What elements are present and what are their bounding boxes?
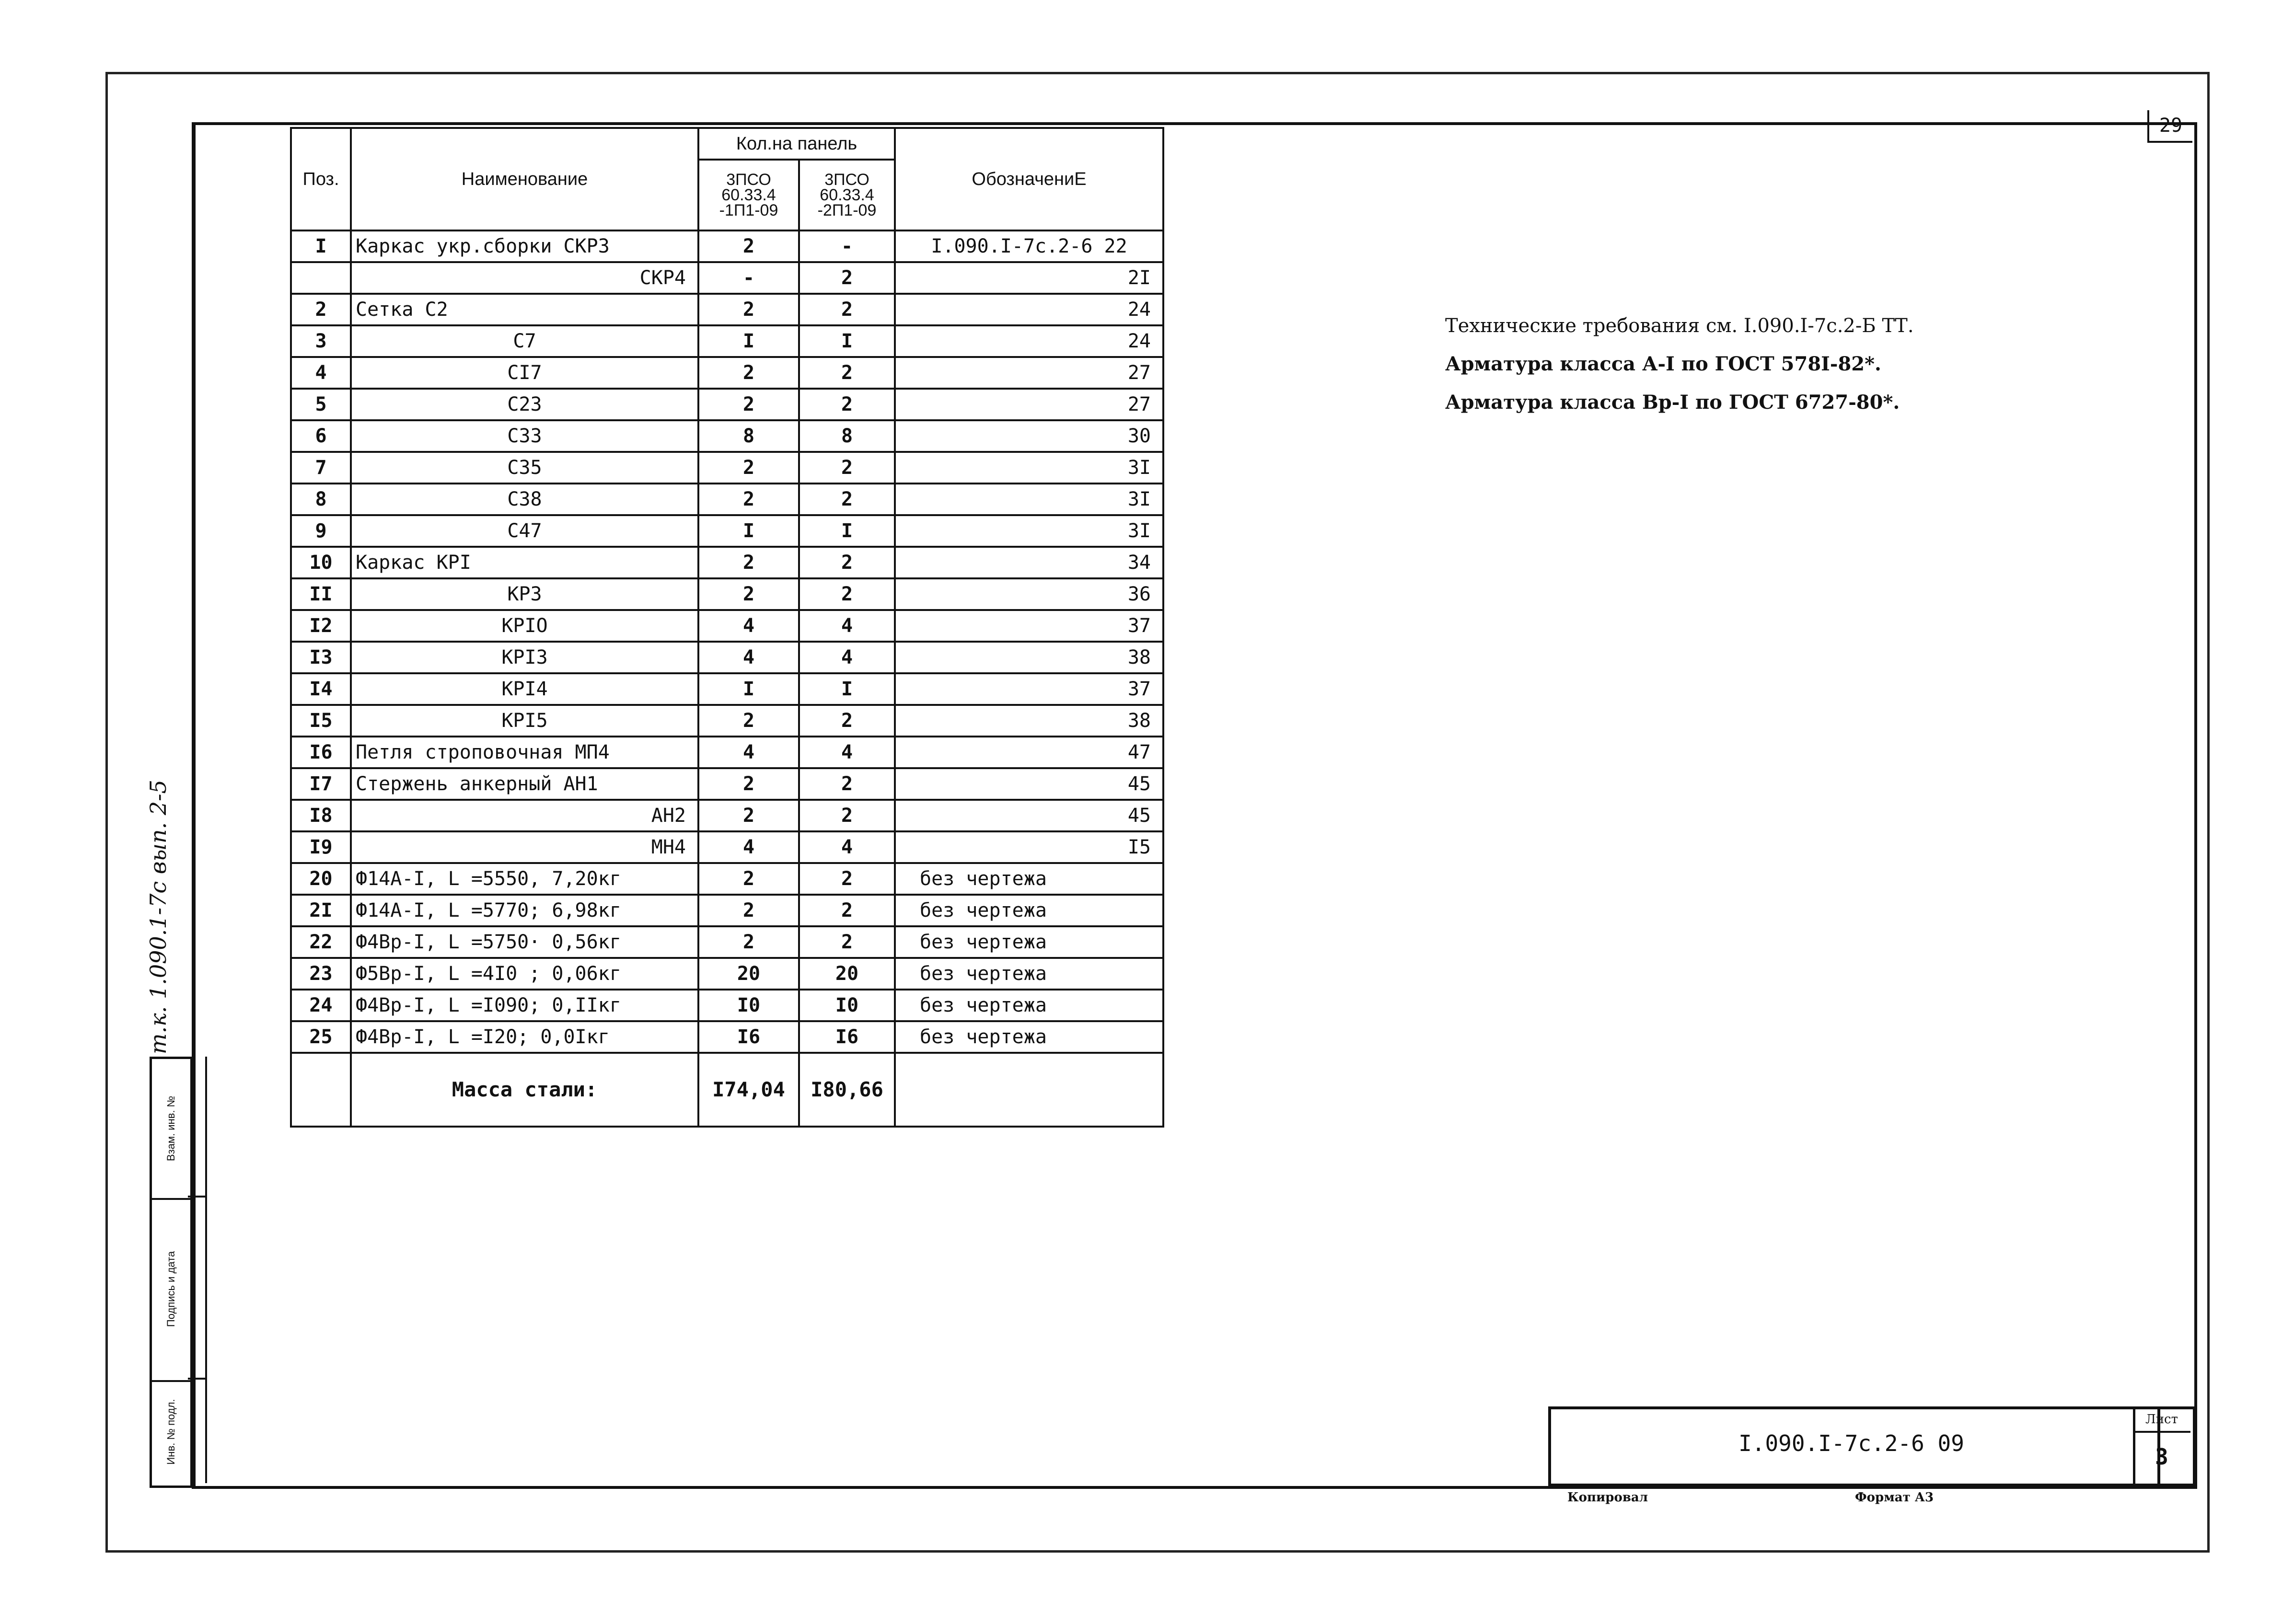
- note-rebar-vr1: Арматура класса Вр-I по ГОСТ 6727-80*.: [1445, 391, 1900, 414]
- table-row: [291, 452, 1163, 484]
- table-row: [291, 357, 1163, 389]
- mass-designation: [895, 1053, 1163, 1127]
- table-row: [291, 294, 1163, 325]
- row-qty-1: I: [698, 325, 799, 357]
- row-qty-1: 4: [698, 610, 799, 642]
- row-designation: 30: [895, 420, 1163, 452]
- row-qty-1: I6: [698, 1021, 799, 1053]
- row-qty-2: I0: [799, 990, 895, 1021]
- row-qty-2: 2: [799, 452, 895, 484]
- row-qty-2: 2: [799, 800, 895, 831]
- row-pos: I2: [291, 610, 351, 642]
- table-row: [291, 958, 1163, 990]
- note-requirements: Технические требования см. I.090.I-7с.2-Б ТТ.: [1445, 315, 1914, 337]
- table-row: [291, 1021, 1163, 1053]
- row-designation: 47: [895, 737, 1163, 768]
- row-qty-2: 20: [799, 958, 895, 990]
- header-qty-col1: 3ПСО 60.33.4 -1П1-09: [698, 160, 799, 230]
- stamp-label-replace: Взам. инв. №: [165, 1095, 177, 1162]
- header-pos: Поз.: [291, 128, 351, 230]
- row-qty-1: 4: [698, 642, 799, 673]
- row-qty-1: 2: [698, 800, 799, 831]
- row-qty-1: 8: [698, 420, 799, 452]
- stamp-cell-replace: [152, 1059, 190, 1200]
- row-name: Каркас укр.сборки СКР3: [351, 230, 698, 262]
- row-name: Петля строповочная МП4: [351, 737, 698, 768]
- row-name: Сетка С2: [351, 294, 698, 325]
- row-qty-1: I: [698, 515, 799, 547]
- table-row: [291, 895, 1163, 926]
- row-designation: 2I: [895, 262, 1163, 294]
- row-pos: [291, 262, 351, 294]
- stamp-cell-signature: [152, 1198, 190, 1382]
- row-qty-2: I: [799, 515, 895, 547]
- table-row: [291, 262, 1163, 294]
- row-qty-1: 2: [698, 768, 799, 800]
- row-designation: 27: [895, 389, 1163, 420]
- table-row: [291, 230, 1163, 262]
- table-row: [291, 515, 1163, 547]
- row-qty-1: I: [698, 673, 799, 705]
- row-qty-2: 8: [799, 420, 895, 452]
- row-pos: II: [291, 578, 351, 610]
- technical-notes: [1445, 307, 1914, 422]
- row-pos: 4: [291, 357, 351, 389]
- footer-copied: Копировал: [1567, 1490, 1648, 1505]
- row-name: С7: [351, 325, 698, 357]
- row-designation: 45: [895, 800, 1163, 831]
- row-qty-1: 2: [698, 389, 799, 420]
- mass-label: Масса стали:: [351, 1053, 698, 1127]
- table-row: [291, 800, 1163, 831]
- header-qty-col2: 3ПСО 60.33.4 -2П1-09: [799, 160, 895, 230]
- row-name: С33: [351, 420, 698, 452]
- row-name: Ф4Вр-I, L =I090; 0,IIкг: [351, 990, 698, 1021]
- row-qty-2: 4: [799, 642, 895, 673]
- stamp-label-signature: Подпись и дата: [165, 1251, 177, 1327]
- row-designation: 37: [895, 610, 1163, 642]
- row-designation: 36: [895, 578, 1163, 610]
- row-name: СI7: [351, 357, 698, 389]
- row-qty-1: -: [698, 262, 799, 294]
- row-qty-2: I6: [799, 1021, 895, 1053]
- table-row: [291, 831, 1163, 863]
- row-qty-2: I: [799, 673, 895, 705]
- row-designation: 45: [895, 768, 1163, 800]
- table-row: [291, 484, 1163, 515]
- row-pos: 5: [291, 389, 351, 420]
- stamp-cell-inventory: [152, 1380, 190, 1484]
- row-pos: 6: [291, 420, 351, 452]
- row-designation: без чертежа: [895, 990, 1163, 1021]
- mass-row: [291, 1053, 1163, 1127]
- row-pos: 3: [291, 325, 351, 357]
- sheet-label: Лист: [2133, 1408, 2190, 1433]
- row-name: Стержень анкерный АН1: [351, 768, 698, 800]
- row-name: Ф14А-I, L =5550, 7,20кг: [351, 863, 698, 895]
- row-qty-2: 4: [799, 831, 895, 863]
- row-name: С38: [351, 484, 698, 515]
- row-pos: 10: [291, 547, 351, 578]
- row-designation: 24: [895, 294, 1163, 325]
- row-qty-1: 2: [698, 230, 799, 262]
- row-qty-1: 2: [698, 863, 799, 895]
- table-row: [291, 768, 1163, 800]
- header-qty-group: Кол.на панель: [698, 128, 895, 160]
- mass-pos: [291, 1053, 351, 1127]
- table-row: [291, 325, 1163, 357]
- row-designation: без чертежа: [895, 863, 1163, 895]
- row-qty-2: 4: [799, 610, 895, 642]
- row-name: КР3: [351, 578, 698, 610]
- row-designation: 38: [895, 705, 1163, 737]
- footer-format: Формат А3: [1855, 1490, 1934, 1505]
- row-designation: без чертежа: [895, 895, 1163, 926]
- page-number-top: 29: [2147, 110, 2192, 143]
- row-qty-1: I0: [698, 990, 799, 1021]
- row-pos: I9: [291, 831, 351, 863]
- row-qty-2: 4: [799, 737, 895, 768]
- row-designation: I.090.I-7с.2-6 22: [895, 230, 1163, 262]
- row-pos: 2I: [291, 895, 351, 926]
- stamp-side-column: [188, 1057, 207, 1483]
- table-row: [291, 610, 1163, 642]
- row-designation: без чертежа: [895, 958, 1163, 990]
- row-qty-1: 4: [698, 737, 799, 768]
- row-qty-2: 2: [799, 863, 895, 895]
- table-row: [291, 642, 1163, 673]
- row-name: Каркас КРI: [351, 547, 698, 578]
- row-name: АН2: [351, 800, 698, 831]
- row-qty-1: 2: [698, 452, 799, 484]
- mass-qty-1: I74,04: [698, 1053, 799, 1127]
- row-qty-1: 2: [698, 895, 799, 926]
- row-pos: I5: [291, 705, 351, 737]
- row-name: КРI3: [351, 642, 698, 673]
- side-label: т.к. 1.090.1-7с вып. 2-5: [145, 780, 171, 1054]
- row-designation: 3I: [895, 484, 1163, 515]
- table-row: [291, 737, 1163, 768]
- row-qty-1: 4: [698, 831, 799, 863]
- row-name: КРI4: [351, 673, 698, 705]
- row-name: КРI5: [351, 705, 698, 737]
- row-pos: I3: [291, 642, 351, 673]
- row-name: С47: [351, 515, 698, 547]
- header-name: Наименование: [351, 128, 698, 230]
- row-name: СКР4: [351, 262, 698, 294]
- row-name: МН4: [351, 831, 698, 863]
- row-pos: 2: [291, 294, 351, 325]
- row-designation: I5: [895, 831, 1163, 863]
- row-designation: 24: [895, 325, 1163, 357]
- row-pos: 9: [291, 515, 351, 547]
- table-row: [291, 705, 1163, 737]
- row-pos: 8: [291, 484, 351, 515]
- specification-table: [290, 127, 1164, 1128]
- row-name: С23: [351, 389, 698, 420]
- row-designation: 34: [895, 547, 1163, 578]
- document-code: I.090.I-7с.2-6 09: [1738, 1430, 1964, 1456]
- table-row: [291, 420, 1163, 452]
- row-qty-2: 2: [799, 294, 895, 325]
- row-qty-2: 2: [799, 768, 895, 800]
- row-name: Ф4Вр-I, L =5750· 0,56кг: [351, 926, 698, 958]
- row-qty-2: -: [799, 230, 895, 262]
- row-qty-2: 2: [799, 484, 895, 515]
- row-pos: I7: [291, 768, 351, 800]
- row-qty-2: 2: [799, 389, 895, 420]
- table-row: [291, 673, 1163, 705]
- row-pos: I8: [291, 800, 351, 831]
- row-pos: 24: [291, 990, 351, 1021]
- stamp-label-inventory: Инв. № подл.: [165, 1399, 177, 1465]
- row-name: Ф4Вр-I, L =I20; 0,0Iкг: [351, 1021, 698, 1053]
- row-pos: I: [291, 230, 351, 262]
- row-qty-2: 2: [799, 262, 895, 294]
- row-qty-2: 2: [799, 357, 895, 389]
- table-row: [291, 578, 1163, 610]
- table-row: [291, 547, 1163, 578]
- table-row: [291, 990, 1163, 1021]
- row-name: Ф14А-I, L =5770; 6,98кг: [351, 895, 698, 926]
- table-row: [291, 389, 1163, 420]
- row-qty-1: 2: [698, 926, 799, 958]
- row-qty-2: 2: [799, 578, 895, 610]
- row-designation: 3I: [895, 452, 1163, 484]
- row-designation: 37: [895, 673, 1163, 705]
- sheet-value: 3: [2155, 1444, 2168, 1470]
- row-pos: 22: [291, 926, 351, 958]
- approval-stamp: [150, 1057, 193, 1488]
- row-qty-1: 2: [698, 294, 799, 325]
- row-qty-1: 20: [698, 958, 799, 990]
- row-designation: без чертежа: [895, 926, 1163, 958]
- row-qty-2: 2: [799, 926, 895, 958]
- row-qty-1: 2: [698, 705, 799, 737]
- row-name: КРIО: [351, 610, 698, 642]
- row-pos: I6: [291, 737, 351, 768]
- row-qty-2: I: [799, 325, 895, 357]
- table-row: [291, 926, 1163, 958]
- row-qty-1: 2: [698, 484, 799, 515]
- row-name: С35: [351, 452, 698, 484]
- table-row: [291, 863, 1163, 895]
- row-pos: 23: [291, 958, 351, 990]
- row-designation: 27: [895, 357, 1163, 389]
- row-pos: 7: [291, 452, 351, 484]
- row-qty-2: 2: [799, 547, 895, 578]
- row-qty-2: 2: [799, 895, 895, 926]
- row-name: Ф5Вр-I, L =4I0 ; 0,06кг: [351, 958, 698, 990]
- row-qty-2: 2: [799, 705, 895, 737]
- row-designation: 3I: [895, 515, 1163, 547]
- note-rebar-a1: Арматура класса А-I по ГОСТ 578I-82*.: [1445, 353, 1881, 375]
- row-pos: I4: [291, 673, 351, 705]
- row-qty-1: 2: [698, 578, 799, 610]
- table-header-row: [291, 128, 1163, 160]
- mass-qty-2: I80,66: [799, 1053, 895, 1127]
- row-pos: 25: [291, 1021, 351, 1053]
- row-qty-1: 2: [698, 357, 799, 389]
- row-designation: без чертежа: [895, 1021, 1163, 1053]
- header-designation: ОбозначениЕ: [895, 128, 1163, 230]
- row-designation: 38: [895, 642, 1163, 673]
- row-qty-1: 2: [698, 547, 799, 578]
- row-pos: 20: [291, 863, 351, 895]
